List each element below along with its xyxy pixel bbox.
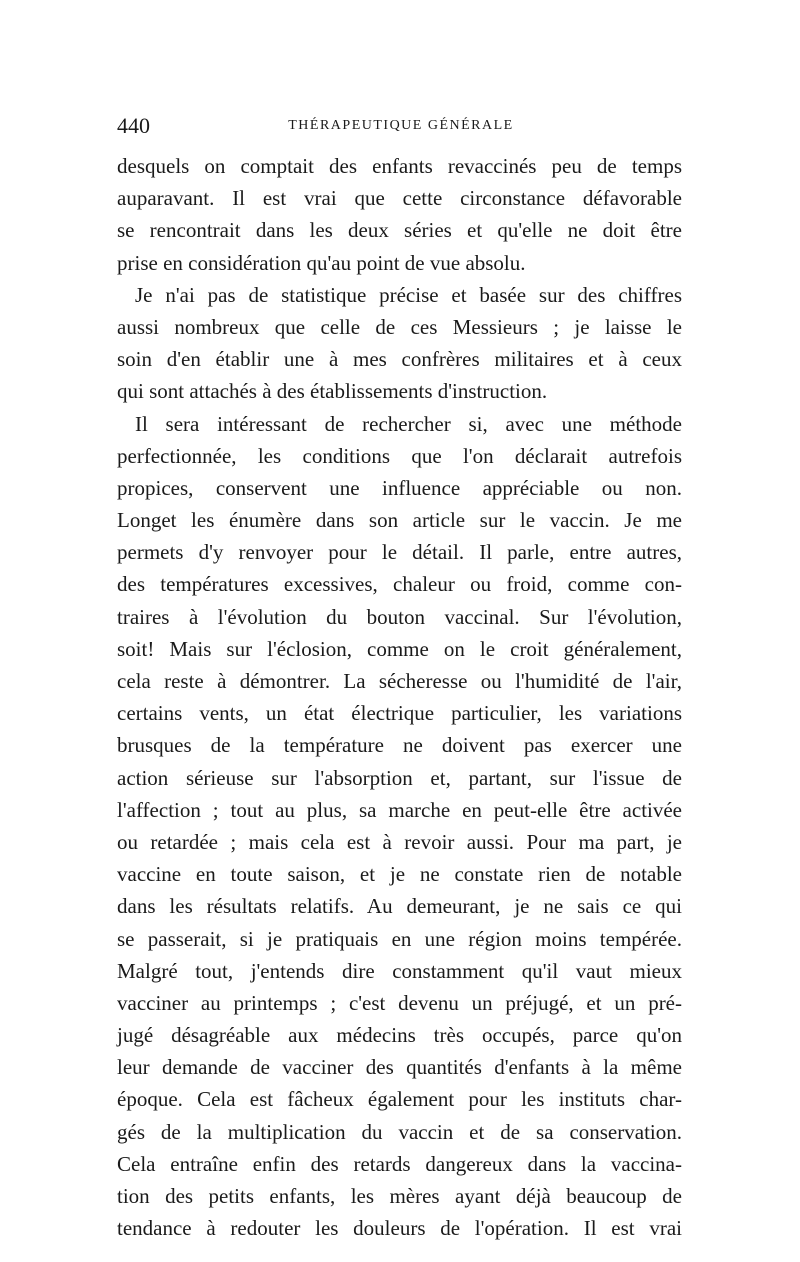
text-line: desquels on comptait des enfants revaccinés peu de temps [117,154,682,178]
text-line: permets d'y renvoyer pour le détail. Il parle, entre autres, [117,540,682,565]
text-line: cela reste à démontrer. La sécheresse ou l'humidité de l'air, [117,669,682,693]
text-line: Il sera intéressant de rechercher si, avec une méthode [135,411,682,436]
text-line: dans les résultats relatifs. Au demeurant, je ne sais ce qui [117,894,682,919]
text-line: leur demande de vacciner des quantités d'enfants à la même [117,1055,682,1080]
page-number: 440 [117,113,150,138]
running-title: THÉRAPEUTIQUE GÉNÉRALE [288,118,514,133]
text-line: aussi nombreux que celle de ces Messieurs ; je laisse le [117,314,682,339]
text-line: Malgré tout, j'entends dire constamment qu'il vaut mieux [117,958,682,983]
text-line: tendance à redouter les douleurs de l'opération. Il est vrai [117,1216,682,1241]
text-line: tion des petits enfants, les mères ayant déjà beaucoup de [117,1184,682,1208]
text-line: vacciner au printemps ; c'est devenu un préjugé, et un pré- [117,990,682,1015]
text-line: perfectionnée, les conditions que l'on déclarait autrefois [117,443,682,468]
text-line: traires à l'évolution du bouton vaccinal. Sur l'évolution, [117,604,682,629]
text-line: soit! Mais sur l'éclosion, comme on le croit généralement, [117,636,682,661]
text-line: Je n'ai pas de statistique précise et basée sur des chiffres [135,282,682,307]
text-line: brusques de la température ne doivent pas exercer une [117,733,682,758]
text-line: des températures excessives, chaleur ou froid, comme con- [117,572,682,597]
text-line: l'affection ; tout au plus, sa marche en peut-elle être activée [117,797,682,822]
text-line: époque. Cela est fâcheux également pour les instituts char- [117,1087,682,1112]
text-line: jugé désagréable aux médecins très occupés, parce qu'on [117,1023,682,1048]
text-line: se rencontrait dans les deux séries et qu'elle ne doit être [117,218,682,243]
text-line: ou retardée ; mais cela est à revoir aussi. Pour ma part, je [117,829,682,854]
text-line: Longet les énumère dans son article sur le vaccin. Je me [117,508,682,533]
text-line: qui sont attachés à des établissements d'instruction. [117,379,548,404]
text-line: gés de la multiplication du vaccin et de sa conservation. [117,1119,682,1144]
text-line: propices, conservent une influence appréciable ou non. [117,475,682,500]
text-line: soin d'en établir une à mes confrères militaires et à ceux [117,347,682,372]
text-line: certains vents, un état électrique particulier, les variations [117,701,682,726]
running-head [117,112,685,140]
text-line: Cela entraîne enfin des retards dangereux dans la vaccina- [117,1151,682,1176]
text-line: vaccine en toute saison, et je ne constate rien de notable [117,862,682,887]
text-line: auparavant. Il est vrai que cette circonstance défavorable [117,186,682,211]
text-line: prise en considération qu'au point de vue absolu. [117,250,526,275]
text-line: action sérieuse sur l'absorption et, partant, sur l'issue de [117,765,682,790]
body-text [117,150,682,1244]
text-line: se passerait, si je pratiquais en une région moins tempérée. [117,926,682,951]
